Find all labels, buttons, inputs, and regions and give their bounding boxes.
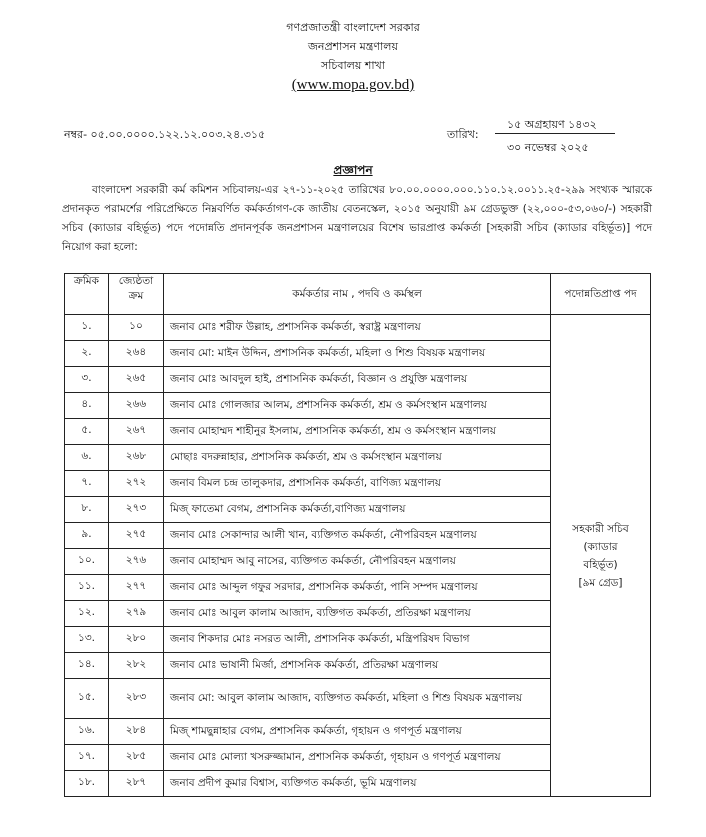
row-seniority: ২৮৪	[109, 719, 164, 745]
row-serial: ১৮.	[65, 771, 109, 797]
row-serial: ১.	[65, 315, 109, 341]
row-seniority: ২৮২	[109, 653, 164, 679]
row-serial: ১৪.	[65, 653, 109, 679]
website-text[interactable]: (www.mopa.gov.bd)	[291, 77, 415, 93]
row-officer: মিজ্ ফাতেমা বেগম, প্রশাসনিক কর্মকর্তা,বাণিজ্য মন্ত্রণালয়	[164, 497, 551, 523]
row-officer: জনাব মো: মাইন উদ্দিন, প্রশাসনিক কর্মকর্তা, মহিলা ও শিশু বিষয়ক মন্ত্রণালয়	[164, 341, 551, 367]
row-officer: জনাব মো: আবুল কালাম আজাদ, ব্যক্তিগত কর্মকর্তা, মহিলা ও শিশু বিষয়ক মন্ত্রণালয়	[164, 679, 551, 719]
date-label: তারিখ:	[447, 128, 479, 141]
promoted-post-line4: [৯ম গ্রেড]	[578, 576, 623, 589]
row-serial: ৭.	[65, 471, 109, 497]
row-serial: ৫.	[65, 419, 109, 445]
row-seniority: ২৬৭	[109, 419, 164, 445]
row-seniority: ২৮০	[109, 627, 164, 653]
row-officer: জনাব মোঃ ভাষানী মির্জা, প্রশাসনিক কর্মকর্তা, প্রতিরক্ষা মন্ত্রণালয়	[164, 653, 551, 679]
row-serial: ১৫.	[65, 679, 109, 719]
row-officer: জনাব মোঃ আবদুল হাই, প্রশাসনিক কর্মকর্তা, বিজ্ঞান ও প্রযুক্তি মন্ত্রণালয়	[164, 367, 551, 393]
row-officer: জনাব মোঃ গোলজার আলম, প্রশাসনিক কর্মকর্তা, শ্রম ও কর্মসংস্থান মন্ত্রণালয়	[164, 393, 551, 419]
notification-title	[0, 162, 706, 182]
row-officer: জনাব মোঃ আব্দুল গফুর সরদার, প্রশাসনিক কর্মকর্তা, পানি সম্পদ মন্ত্রণালয়	[164, 575, 551, 601]
header-seniority: জ্যেষ্ঠতা ক্রম	[109, 274, 164, 315]
row-seniority: ২৭৩	[109, 497, 164, 523]
table-body	[65, 315, 651, 797]
row-serial: ২.	[65, 341, 109, 367]
table-header-row	[65, 274, 651, 315]
row-officer: জনাব মোহাম্মদ আবু নাসের, ব্যক্তিগত কর্মকর্তা, নৌপরিবহন মন্ত্রণালয়	[164, 549, 551, 575]
ministry-name: জনপ্রশাসন মন্ত্রণালয়	[308, 40, 398, 53]
header-serial: ক্রমিক	[65, 274, 109, 315]
notification-title-text: প্রজ্ঞাপন	[333, 163, 373, 177]
row-seniority: ২৭৭	[109, 575, 164, 601]
row-serial: ৯.	[65, 523, 109, 549]
date-divider	[495, 133, 615, 134]
row-officer: মোছাঃ বদরুন্নাহার, প্রশাসনিক কর্মকর্তা, শ্রম ও কর্মসংস্থান মন্ত্রণালয়	[164, 445, 551, 471]
date-bangla: ১৫ অগ্রহায়ণ ১৪৩২	[507, 118, 597, 131]
promoted-post-line2: (ক্যাডার	[583, 540, 618, 553]
row-seniority: ২৭৯	[109, 601, 164, 627]
row-seniority: ২৭৫	[109, 523, 164, 549]
row-serial: ৩.	[65, 367, 109, 393]
row-serial: ৮.	[65, 497, 109, 523]
row-seniority: ২৮৭	[109, 771, 164, 797]
promoted-post-line3: বহির্ভূত)	[583, 558, 618, 571]
row-officer: জনাব প্রদীপ কুমার বিশ্বাস, ব্যক্তিগত কর্মকর্তা, ভূমি মন্ত্রণালয়	[164, 771, 551, 797]
date-english: ৩০ নভেম্বর ২০২৫	[507, 141, 589, 154]
promoted-post-line1: সহকারী সচিব	[572, 522, 629, 535]
header-name: কর্মকর্তার নাম , পদবি ও কর্মস্থল	[164, 274, 551, 315]
row-serial: ১৬.	[65, 719, 109, 745]
memo-number: নম্বর- ০৫.০০.০০০০.১২২.১২.০০৩.২৪.৩১৫	[64, 128, 266, 141]
row-officer: জনাব বিমল চন্দ্র তালুকদার, প্রশাসনিক কর্মকর্তা, বাণিজ্য মন্ত্রণালয়	[164, 471, 551, 497]
row-officer: জনাব মোঃ সেকান্দার আলী খান, ব্যক্তিগত কর্মকর্তা, নৌপরিবহন মন্ত্রণালয়	[164, 523, 551, 549]
row-seniority: ২৬৮	[109, 445, 164, 471]
website-link[interactable]	[0, 76, 706, 94]
row-officer: জনাব মোহাম্মদ শাহীনুর ইসলাম, প্রশাসনিক কর্মকর্তা, শ্রম ও কর্মসংস্থান মন্ত্রণালয়	[164, 419, 551, 445]
row-officer: জনাব মোঃ শরীফ উল্লাহ, প্রশাসনিক কর্মকর্তা, স্বরাষ্ট্র মন্ত্রণালয়	[164, 315, 551, 341]
row-seniority: ২৬৬	[109, 393, 164, 419]
row-officer: জনাব মোঃ আবুল কালাম আজাদ, ব্যক্তিগত কর্মকর্তা, প্রতিরক্ষা মন্ত্রণালয়	[164, 601, 551, 627]
row-serial: ১১.	[65, 575, 109, 601]
row-seniority: ২৬৪	[109, 341, 164, 367]
row-seniority: ১০	[109, 315, 164, 341]
section-name: সচিবালয় শাখা	[321, 59, 385, 72]
row-seniority: ২৭৬	[109, 549, 164, 575]
row-serial: ১০.	[65, 549, 109, 575]
row-officer: জনাব শিকদার মোঃ নসরত আলী, প্রশাসনিক কর্মকর্তা, মন্ত্রিপরিষদ বিভাগ	[164, 627, 551, 653]
row-seniority: ২৭২	[109, 471, 164, 497]
row-serial: ৬.	[65, 445, 109, 471]
header-post: পদোন্নতিপ্রাপ্ত পদ	[551, 274, 651, 315]
row-officer: জনাব মোঃ মোল্যা খসরুজ্জামান, প্রশাসনিক কর্মকর্তা, গৃহায়ন ও গণপূর্ত মন্ত্রণালয়	[164, 745, 551, 771]
government-name: গণপ্রজাতন্ত্রী বাংলাদেশ সরকার	[286, 21, 420, 34]
row-serial: ৪.	[65, 393, 109, 419]
row-serial: ১৭.	[65, 745, 109, 771]
row-serial: ১২.	[65, 601, 109, 627]
promoted-post	[551, 315, 651, 797]
row-officer: মিজ্ শামছুন্নাহার বেগম, প্রশাসনিক কর্মকর্তা, গৃহায়ন ও গণপূর্ত মন্ত্রণালয়	[164, 719, 551, 745]
row-serial: ১৩.	[65, 627, 109, 653]
notification-body: বাংলাদেশ সরকারী কর্ম কমিশন সচিবালয়-এর ২৭-১১-২০২৫ তারিখের ৮০.০০.০০০০.০০০.১১০.১২.০০১১.২৫-২৯৯ সংখ্যক স্মারকে প্রদানকৃত পরামর্শের পরিপ্রেক্ষিতে নিম্নবর্ণিত কর্মকর্তাগণ-কে জাতীয় বেতনস্কেল, ২০১৫ অনুযায়ী ৯ম গ্রেডভুক্ত (২২,০০০-৫৩,০৬০/-) সহকারী সচিব (ক্যাডার বহির্ভূত) পদে পদোন্নতি প্রদানপূর্বক জনপ্রশাসন মন্ত্রণালয়ের বিশেষ ভারপ্রাপ্ত কর্মকর্তা [সহকারী সচিব (ক্যাডার বহির্ভূত)] পদে নিয়োগ করা হলো:	[62, 184, 652, 253]
row-seniority: ২৬৫	[109, 367, 164, 393]
table-row	[65, 315, 651, 341]
row-seniority: ২৮৫	[109, 745, 164, 771]
row-seniority: ২৮৩	[109, 679, 164, 719]
promotion-table	[64, 273, 651, 797]
